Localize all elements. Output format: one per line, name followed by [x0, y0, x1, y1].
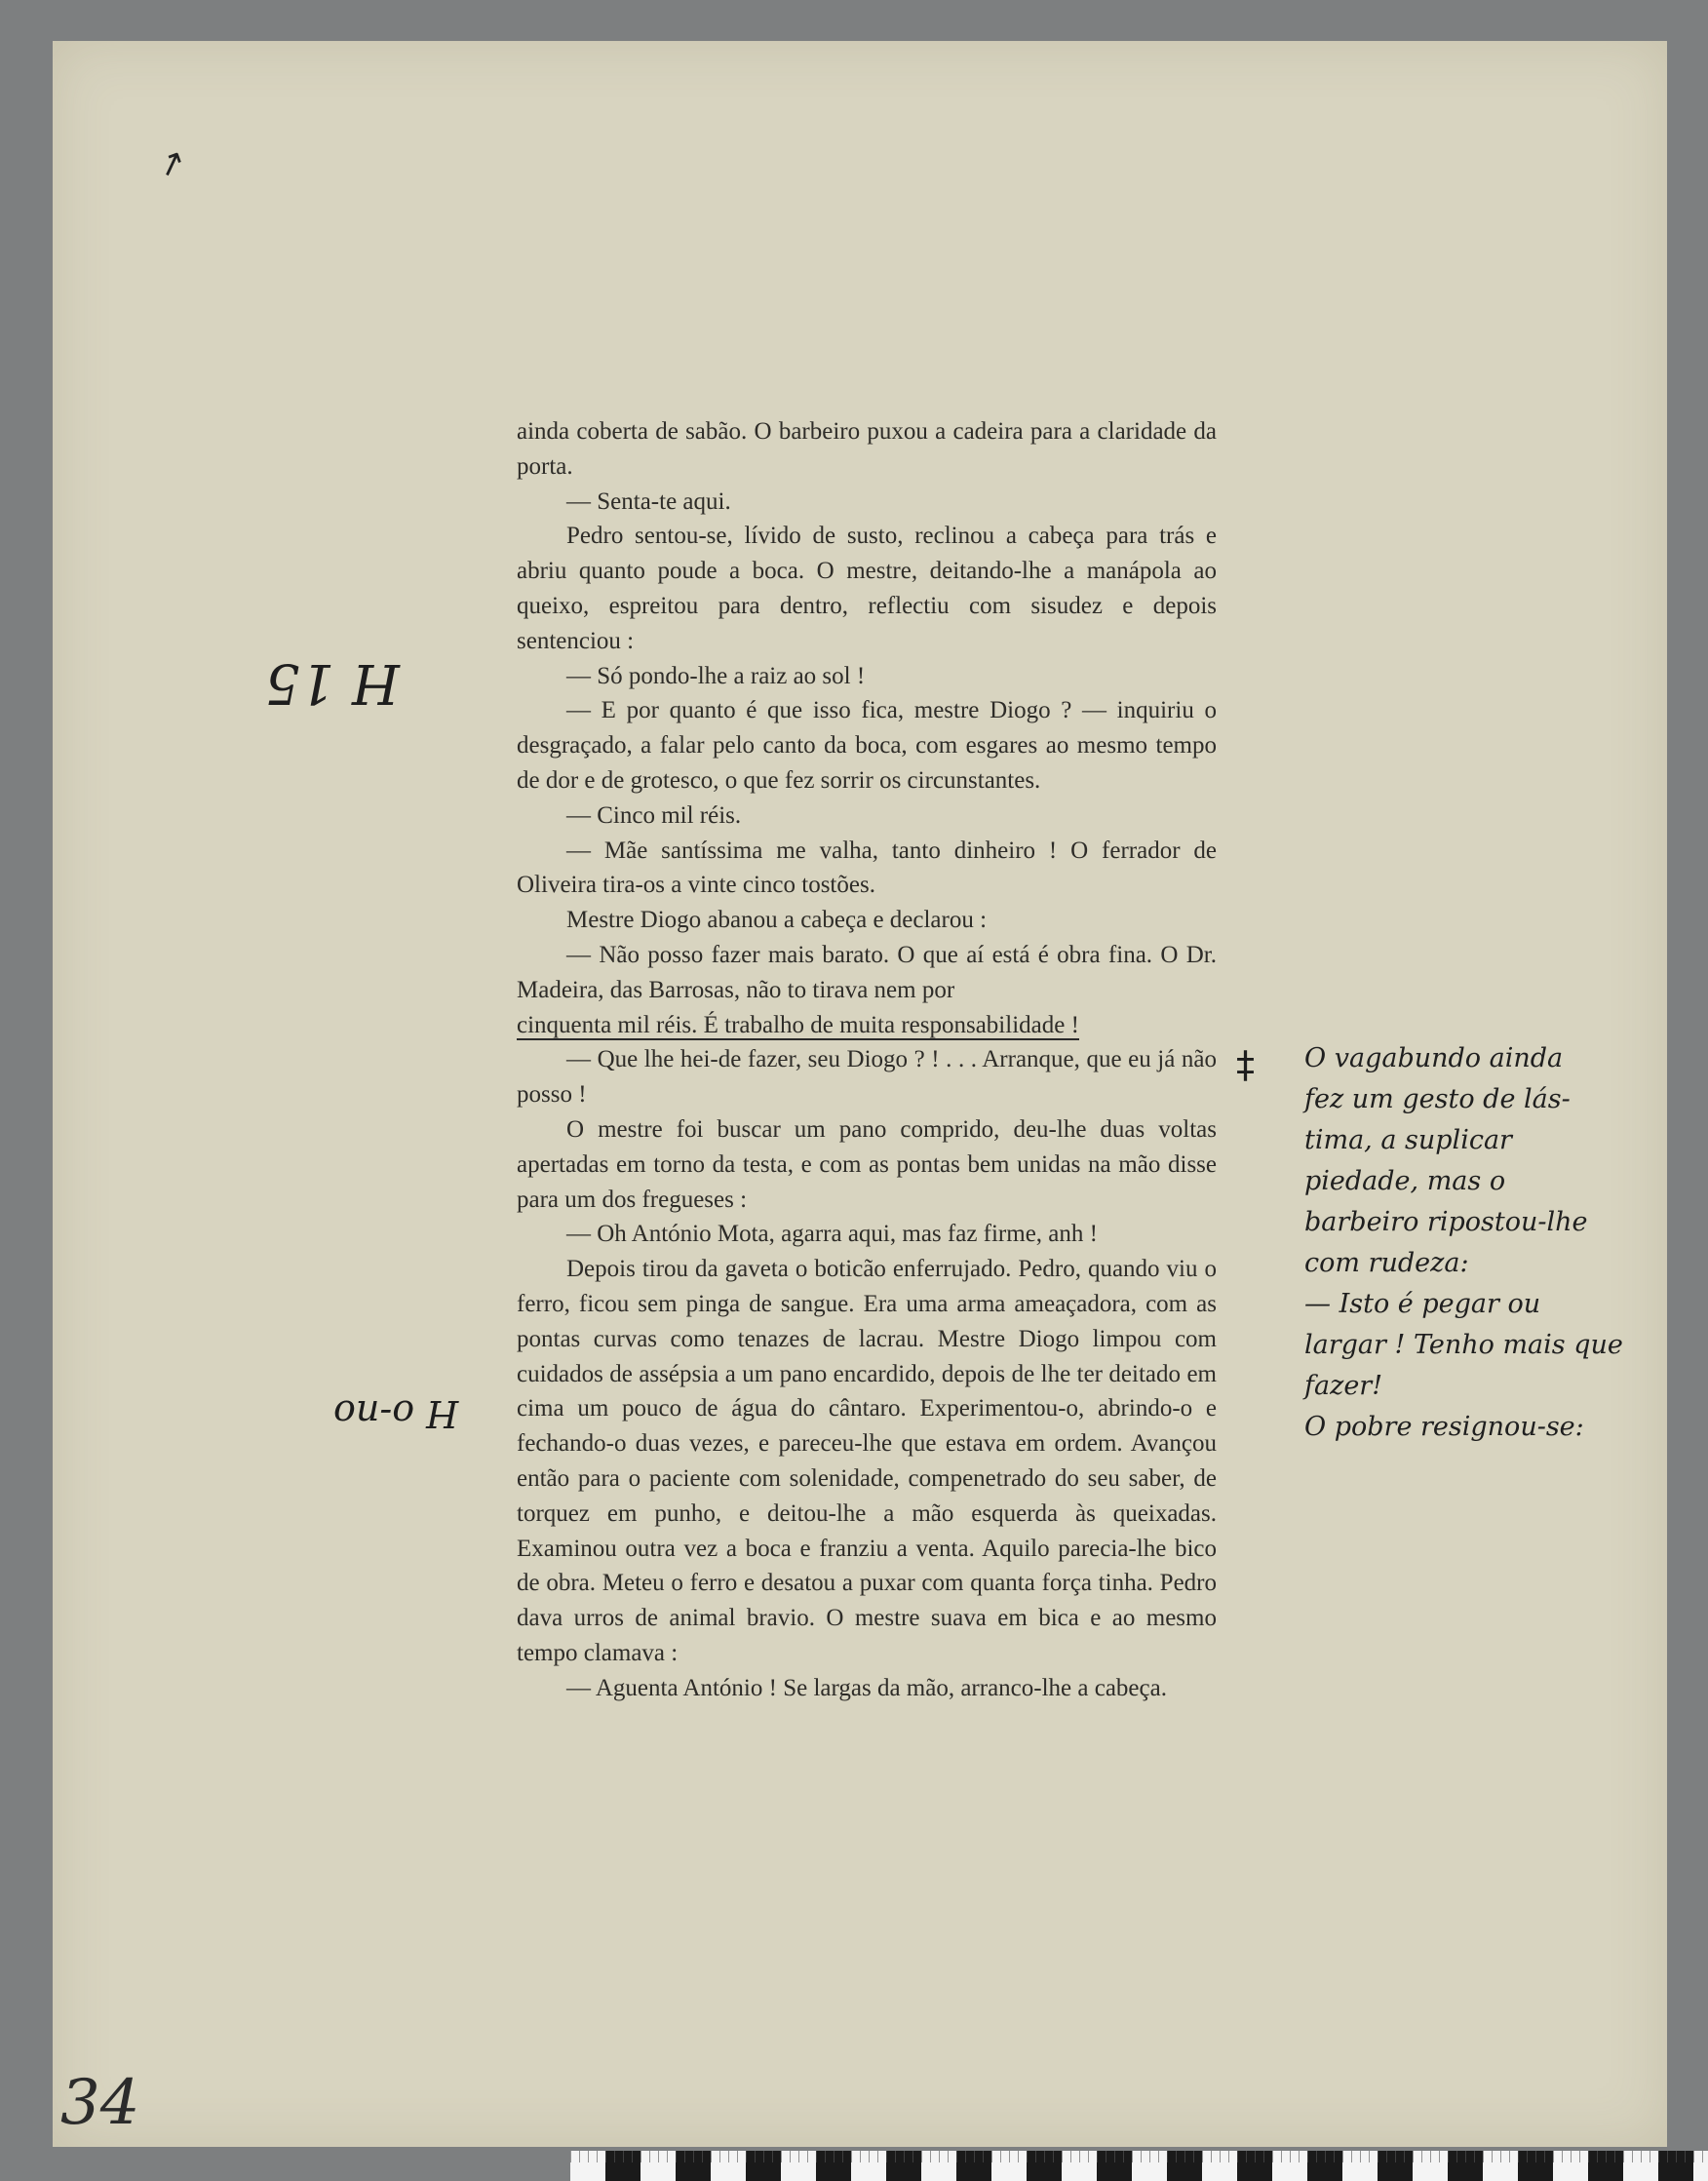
insertion-mark: ‡ — [1236, 1043, 1255, 1086]
note-line: barbeiro ripostou-lhe — [1304, 1207, 1588, 1237]
note-line: O pobre resignou-se: — [1304, 1412, 1584, 1442]
paragraph: — Cinco mil réis. — [566, 801, 742, 829]
scale-ruler-ticks — [570, 2151, 1708, 2162]
paragraph: — E por quanto é que isso fica, mestre Diogo ? — inquiriu o desgraçado, a falar pelo canto da boca, com esgares ao mesmo tempo de dor e de grotesco, o que fez sorrir os circunstantes. — [517, 697, 1217, 794]
pencil-mark: ↗ — [152, 140, 192, 187]
paragraph: Depois tirou da gaveta o boticão enferrujado. Pedro, quando viu o ferro, ficou sem pinga de sangue. Era uma arma ameaçadora, com as pontas curvas como tenazes de lacrau. Mestre Diogo limpou com cuidados de assépsia a um pano encardido, depois de lhe ter deitado em cima um pouco de água do cântaro. Experimentou-o, abrindo-o e fechando-o duas vezes, e pareceu-lhe que estava em ordem. Avançou então para o paciente com solenidade, compenetrado do seu saber, de torquez em punho, e deitou-lhe a mão esquerda às queixadas. Examinou outra vez a boca e franziu a venta. Aquilo parecia-lhe bico de obra. Meteu o ferro e desatou a puxar com quanta força tinha. Pedro dava urros de animal bravio. O mestre suava em bica e ao mesmo tempo clamava : — [517, 1256, 1217, 1666]
handwritten-margin-mark: H 15 — [265, 651, 400, 715]
paragraph: O mestre foi buscar um pano comprido, deu-lhe duas voltas apertadas em torno da testa, e com as pontas bem unidas na mão disse para um dos fregueses : — [517, 1115, 1217, 1213]
paragraph: — Oh António Mota, agarra aqui, mas faz firme, anh ! — [566, 1221, 1098, 1248]
underlined-sentence — [517, 1008, 1217, 1043]
note-line: O vagabundo ainda — [1304, 1043, 1564, 1073]
note-line: — Isto é pegar ou — [1304, 1289, 1541, 1319]
note-line: tima, a suplicar — [1304, 1125, 1512, 1155]
note-line: fez um gesto de lás- — [1304, 1084, 1571, 1114]
paragraph: ainda coberta de sabão. O barbeiro puxou a cadeira para a claridade da porta. — [517, 418, 1217, 480]
paragraph: Pedro sentou-se, lívido de susto, reclinou a cabeça para trás e abriu quanto poude a boca. O mestre, deitando-lhe a manápola ao queixo, espreitou para dentro, reflectiu com sisudez e depois sentenciou : — [517, 523, 1217, 654]
note-line: com rudeza: — [1304, 1248, 1469, 1278]
paragraph: — Não posso fazer mais barato. O que aí está é obra fina. O Dr. Madeira, das Barrosas, não to tirava nem por — [517, 941, 1217, 1003]
typed-text-block — [517, 414, 1217, 1705]
note-line: largar ! Tenho mais que fazer! — [1304, 1330, 1623, 1401]
paragraph: — Aguenta António ! Se largas da mão, arranco-lhe a cabeça. — [566, 1674, 1167, 1701]
paragraph: — Que lhe hei-de fazer, seu Diogo ? ! . . . Arranque, que eu já não posso ! — [517, 1046, 1217, 1109]
underlined-text: cinquenta mil réis. É trabalho de muita responsabilidade ! — [517, 1011, 1079, 1038]
paragraph: Mestre Diogo abanou a cabeça e declarou : — [566, 907, 988, 934]
page-number: 34 — [60, 2067, 140, 2139]
handwritten-margin-note — [1304, 1038, 1685, 1448]
paragraph: — Só pondo-lhe a raiz ao sol ! — [566, 662, 866, 689]
paragraph: — Mãe santíssima me valha, tanto dinheiro ! O ferrador de Oliveira tira-os a vinte cinco tostões. — [517, 837, 1217, 899]
paragraph: — Senta-te aqui. — [566, 487, 731, 515]
note-line: piedade, mas o — [1304, 1166, 1506, 1196]
handwritten-margin-mark: H o-no — [333, 1392, 459, 1435]
